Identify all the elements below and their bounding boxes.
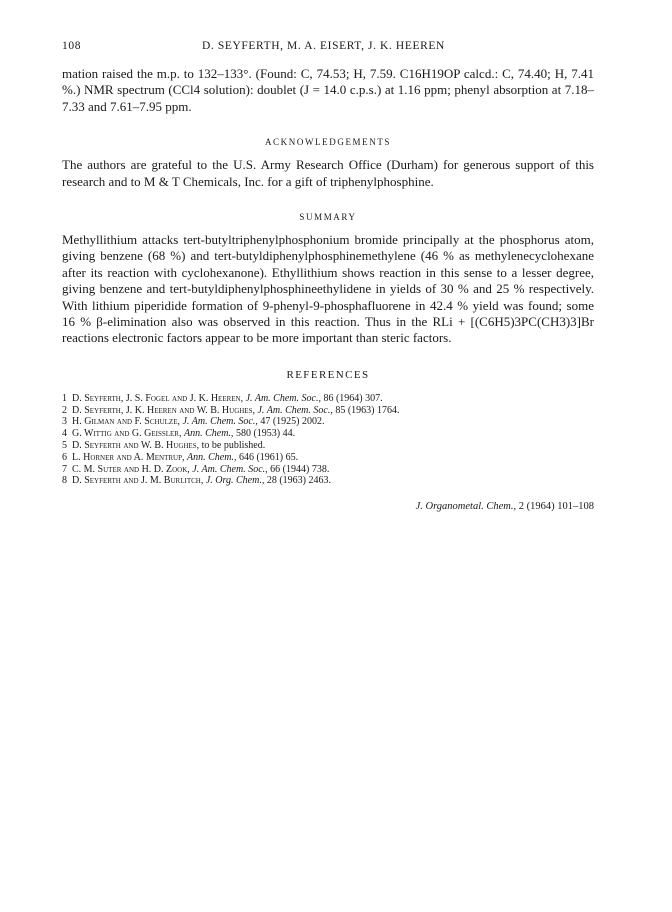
reference-number: 7 — [62, 463, 67, 475]
citation-journal: J. Organometal. Chem., — [415, 501, 517, 513]
reference-item — [62, 428, 594, 440]
reference-authors: L. Horner and A. Mentrup, — [72, 451, 185, 463]
reference-authors: C. M. Suter and H. D. Zook, — [72, 463, 190, 475]
reference-number: 3 — [62, 416, 67, 428]
journal-citation — [62, 501, 594, 512]
reference-item — [62, 464, 594, 476]
reference-journal: J. Am. Chem. Soc., — [192, 463, 268, 475]
reference-journal: Ann. Chem., — [187, 451, 237, 463]
reference-item — [62, 452, 594, 464]
reference-details: 646 (1961) 65. — [238, 451, 299, 463]
reference-details: 86 (1964) 307. — [323, 392, 383, 404]
reference-number: 1 — [62, 392, 67, 404]
reference-item — [62, 475, 594, 487]
running-header — [62, 40, 594, 58]
page-number: 108 — [62, 40, 82, 52]
reference-item — [62, 440, 594, 452]
reference-details: to be published. — [201, 440, 266, 452]
running-header-authors: D. SEYFERTH, M. A. EISERT, J. K. HEEREN — [202, 40, 445, 52]
reference-list — [62, 393, 594, 487]
reference-journal: J. Am. Chem. Soc., — [257, 404, 333, 416]
reference-item — [62, 393, 594, 405]
reference-number: 8 — [62, 475, 67, 487]
reference-details: 47 (1925) 2002. — [260, 416, 325, 428]
reference-number: 4 — [62, 428, 67, 440]
journal-page — [62, 40, 594, 512]
reference-number: 5 — [62, 440, 67, 452]
reference-journal: J. Am. Chem. Soc., — [245, 392, 321, 404]
summary-text: Methyllithium attacks tert-butyltriphenylphosphonium bromide principally at the phosphorus atom, giving benzene (68 %) and tert-butyldiphenylphosphinemethylene (46 % as methylenecyclohexane after its reaction with cyclohexanone). Ethyllithium shows reaction in this sense to a lesser degree, giving benzene and tert-butyldiphenylphosphineethylidene in yields of 30 % and 25 % respectively. With lithium piperidide formation of 9-phenyl-9-phosphafluorene in 42.4 % yield was found; some 16 % β-elimination also was observed in this reaction. Thus in the RLi + [(C6H5)3PC(CH3)3]Br reactions electronic factors appear to be more important than steric factors. — [62, 232, 594, 346]
reference-authors: H. Gilman and F. Schulze, — [72, 416, 180, 428]
reference-details: 85 (1963) 1764. — [335, 404, 400, 416]
reference-details: 580 (1953) 44. — [235, 428, 296, 440]
reference-authors: D. Seyferth, J. S. Fogel and J. K. Heeren, — [72, 392, 244, 404]
reference-details: 66 (1944) 738. — [270, 463, 330, 475]
acknowledgements-heading: ACKNOWLEDGEMENTS — [264, 137, 392, 148]
reference-item — [62, 416, 594, 428]
lead-paragraph: mation raised the m.p. to 132–133°. (Found: C, 74.53; H, 7.59. C16H19OP calcd.: C, 74.40; H, 7.41 %.) NMR spectrum (CCl4 solution): doublet (J = 14.0 c.p.s.) at 1.16 ppm; phenyl absorption at 7.18–7.33 and 7.61–7.95 ppm. — [62, 66, 594, 114]
reference-details: 28 (1963) 2463. — [266, 475, 331, 487]
reference-authors: G. Wittig and G. Geissler, — [72, 428, 182, 440]
summary-heading: SUMMARY — [299, 212, 357, 223]
reference-authors: D. Seyferth and J. M. Burlitch, — [72, 475, 204, 487]
reference-authors: D. Seyferth, J. K. Heeren and W. B. Hughes, — [72, 404, 255, 416]
reference-item — [62, 405, 594, 417]
reference-journal: J. Am. Chem. Soc., — [182, 416, 258, 428]
reference-number: 2 — [62, 404, 67, 416]
acknowledgements-text: The authors are grateful to the U.S. Army Research Office (Durham) for generous support of this research and to M & T Chemicals, Inc. for a gift of triphenylphosphine. — [62, 157, 594, 189]
reference-journal: Ann. Chem., — [183, 428, 234, 440]
citation-details: 2 (1964) 101–108 — [518, 501, 594, 513]
reference-journal: J. Org. Chem., — [205, 475, 265, 487]
references-heading: REFERENCES — [286, 368, 370, 381]
reference-authors: D. Seyferth and W. B. Hughes, — [72, 440, 200, 452]
reference-number: 6 — [62, 451, 67, 463]
